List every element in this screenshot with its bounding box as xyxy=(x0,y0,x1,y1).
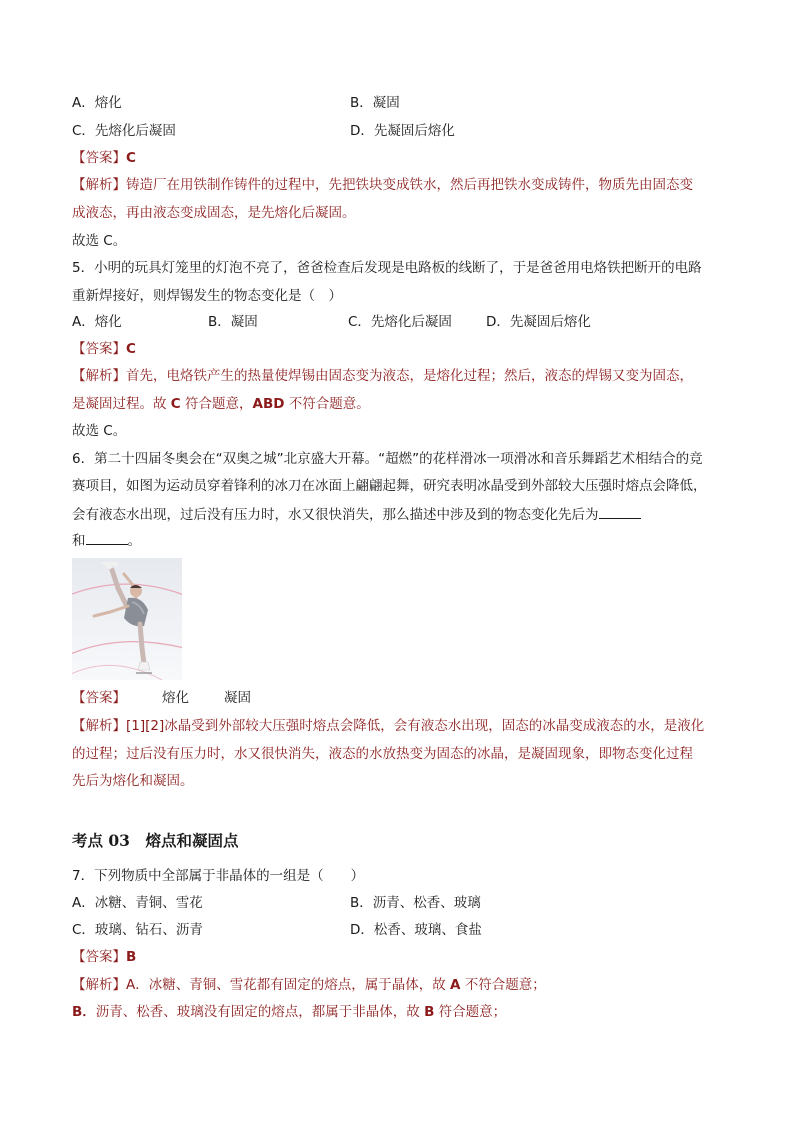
q5-conclusion: 故选 C。 xyxy=(72,423,127,439)
q6-answer-label: 【答案】 xyxy=(72,690,126,706)
q5-option-c: C．先熔化后凝固 xyxy=(348,314,452,330)
q6-stem-line-3 xyxy=(72,504,641,525)
q7-analysis-option-b: B xyxy=(424,1004,435,1020)
q4-answer-value: C xyxy=(126,150,136,166)
q7-options-row-1 xyxy=(72,893,481,913)
q5-answer-label: 【答案】 xyxy=(72,341,126,357)
q6-stem-text-4-end: 。 xyxy=(127,533,141,549)
q4-option-d: D．先凝固后熔化 xyxy=(350,123,455,139)
figure-skater-illustration xyxy=(72,558,182,680)
q6-analysis-text-1: [1][2]冰晶受到外部较大压强时熔点会降低，会有液态水出现，固态的冰晶变成液态的水，是液化 xyxy=(126,718,705,734)
q6-stem-line-2: 赛项目，如图为运动员穿着锋利的冰刀在冰面上翩翩起舞，研究表明冰晶受到外部较大压强时熔点会降低， xyxy=(72,478,707,494)
q5-analysis-label: 【解析】 xyxy=(72,368,126,384)
q4-answer-label: 【答案】 xyxy=(72,150,126,166)
q7-answer xyxy=(72,947,136,967)
q4-analysis-line-2: 成液态，再由液态变成固态，是先熔化后凝固。 xyxy=(72,205,356,221)
q4-answer xyxy=(72,148,136,168)
q7-option-b: B．沥青、松香、玻璃 xyxy=(350,895,481,911)
q6-answer xyxy=(72,688,251,708)
q6-stem-line-1: 6．第二十四届冬奥会在“双奥之城”北京盛大开幕。“超燃”的花样滑冰一项滑冰和音乐舞蹈艺术相结合的竞 xyxy=(72,451,703,467)
q5-option-d: D．先凝固后熔化 xyxy=(486,314,591,330)
q4-option-a: A．熔化 xyxy=(72,95,122,111)
q4-option-c: C．先熔化后凝固 xyxy=(72,123,176,139)
q5-stem-line-2: 重新焊接好，则焊锡发生的物态变化是（ ） xyxy=(72,288,342,304)
q7-analysis-text-2d: 符合题意； xyxy=(434,1004,507,1020)
q4-conclusion: 故选 C。 xyxy=(72,233,127,249)
q6-stem-text-4: 和 xyxy=(72,533,86,549)
q7-answer-label: 【答案】 xyxy=(72,949,126,965)
q6-analysis-line-1 xyxy=(72,716,704,736)
q4-option-b: B．凝固 xyxy=(350,95,400,111)
q5-analysis-option-c: C xyxy=(170,396,181,412)
q4-analysis-line-1 xyxy=(72,175,693,195)
q5-stem-line-1: 5．小明的玩具灯笼里的灯泡不亮了，爸爸检查后发现是电路板的线断了，于是爸爸用电烙铁把断开的电路 xyxy=(72,260,702,276)
q5-answer xyxy=(72,339,136,359)
q7-analysis-line-1 xyxy=(72,975,546,995)
q7-options-row-2 xyxy=(72,920,482,940)
q6-answer-2: 凝固 xyxy=(224,690,251,706)
q6-stem-line-4 xyxy=(72,530,141,551)
q4-analysis-text-1: 铸造厂在用铁制作铸件的过程中，先把铁块变成铁水，然后再把铁水变成铸件，物质先由固态变 xyxy=(126,177,693,193)
q5-analysis-line-2 xyxy=(72,394,370,414)
q6-analysis-line-2: 的过程；过后没有压力时，水又很快消失，液态的水放热变为固态的冰晶，是凝固现象，即物态变化过程 xyxy=(72,746,693,762)
q5-analysis-option-abd: ABD xyxy=(252,396,285,412)
section-heading: 考点 03 熔点和凝固点 xyxy=(72,831,239,850)
q6-answer-1: 熔化 xyxy=(162,690,189,706)
q5-analysis-text-2b: 符合题意， xyxy=(180,396,253,412)
q4-analysis-label: 【解析】 xyxy=(72,177,126,193)
q7-analysis-option-a: A xyxy=(450,977,461,993)
q6-analysis-label: 【解析】 xyxy=(72,718,126,734)
q7-option-a: A．冰糖、青铜、雪花 xyxy=(72,895,203,911)
q6-stem-text-3: 会有液态水出现，过后没有压力时，水又很快消失，那么描述中涉及到的物态变化先后为 xyxy=(72,507,599,523)
q7-analysis-label: 【解析】 xyxy=(72,977,126,993)
q5-option-b: B．凝固 xyxy=(208,314,258,330)
q6-blank-1 xyxy=(599,504,641,519)
q7-analysis-text-1c: 不符合题意； xyxy=(460,977,546,993)
q5-analysis-text-2c: 不符合题意。 xyxy=(284,396,370,412)
q7-option-d: D．松香、玻璃、食盐 xyxy=(350,922,482,938)
q5-analysis-text-1: 首先，电烙铁产生的热量使焊锡由固态变为液态，是熔化过程；然后，液态的焊锡又变为固态， xyxy=(126,368,693,384)
q5-answer-value: C xyxy=(126,341,136,357)
q7-option-c: C．玻璃、钻石、沥青 xyxy=(72,922,203,938)
figure-skater-image xyxy=(72,558,182,680)
q5-analysis-text-2a: 是凝固过程。故 xyxy=(72,396,171,412)
q4-options-row-1 xyxy=(72,93,400,113)
q7-analysis-option-b-label: B． xyxy=(72,1004,96,1020)
q6-blank-2 xyxy=(86,530,128,545)
q7-answer-value: B xyxy=(126,949,137,965)
q5-option-a: A．熔化 xyxy=(72,314,122,330)
q4-options-row-2 xyxy=(72,121,455,141)
q5-analysis-line-1 xyxy=(72,366,693,386)
q5-options-row xyxy=(72,312,591,332)
q7-analysis-text-1a: A．冰糖、青铜、雪花都有固定的熔点，属于晶体，故 xyxy=(126,977,451,993)
q7-analysis-line-2 xyxy=(72,1002,506,1022)
q6-analysis-line-3: 先后为熔化和凝固。 xyxy=(72,773,194,789)
q7-stem: 7．下列物质中全部属于非晶体的一组是（ ） xyxy=(72,868,365,884)
q7-analysis-text-2b: 沥青、松香、玻璃没有固定的熔点，都属于非晶体，故 xyxy=(95,1004,425,1020)
